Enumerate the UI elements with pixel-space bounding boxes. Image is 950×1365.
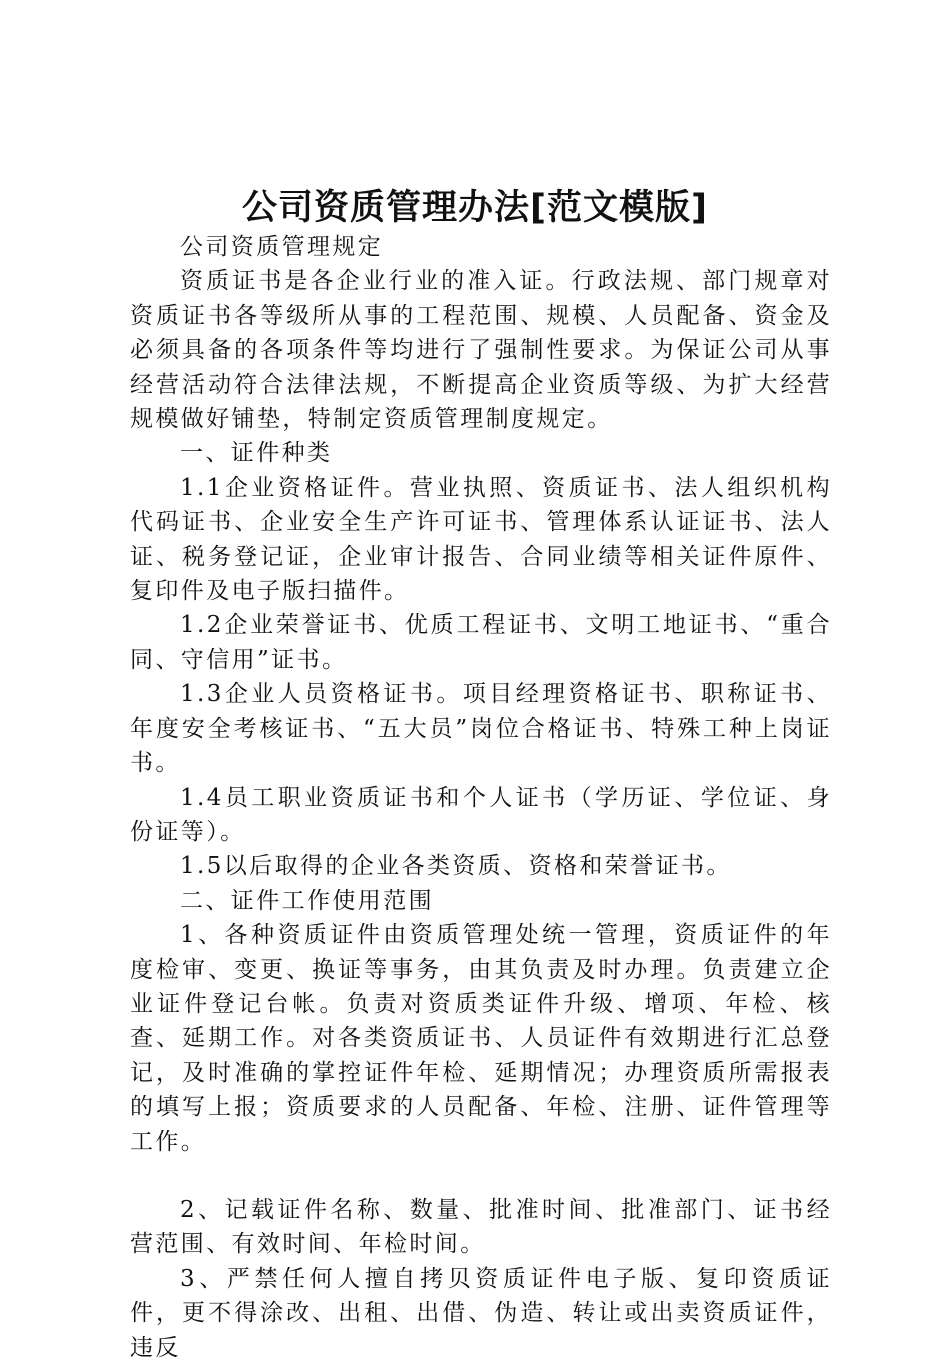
paragraph-item-1-2: 1.2企业荣誉证书、优质工程证书、文明工地证书、“重合同、守信用”证书。 bbox=[130, 612, 832, 673]
paragraph-rule-2: 2、记载证件名称、数量、批准时间、批准部门、证书经营范围、有效时间、年检时间。 bbox=[130, 1196, 832, 1258]
paragraph-rule-1: 1、各种资质证件由资质管理处统一管理，资质证件的年度检审、变更、换证等事务，由其负责及时办理。负责建立企业证件登记台帐。负责对资质类证件升级、增项、年检、核查、延期工作。对各类资质证书、人员证件有效期进行汇总登记，及时准确的掌控证件年检、延期情况；办理资质所需报表的填写上报；资质要求的人员配备、年检、注册、证件管理等工作。 bbox=[130, 922, 832, 1155]
paragraph-item-1-3: 1.3企业人员资格证书。项目经理资格证书、职称证书、年度安全考核证书、“五大员”岗位合格证书、特殊工种上岗证书。 bbox=[130, 681, 832, 777]
section-heading-usage-scope: 二、证件工作使用范围 bbox=[180, 887, 434, 914]
section-heading-certificate-types: 一、证件种类 bbox=[180, 440, 333, 467]
paragraph-rule-3: 3、严禁任何人擅自拷贝资质证件电子版、复印资质证件，更不得涂改、出租、出借、伪造、转让或出卖资质证件，违反 bbox=[130, 1265, 832, 1361]
paragraph-item-1-4: 1.4员工职业资质证书和个人证书（学历证、学位证、身份证等）。 bbox=[130, 784, 832, 845]
paragraph-intro: 资质证书是各企业行业的准入证。行政法规、部门规章对资质证书各等级所从事的工程范围、规模、人员配备、资金及必须具备的各项条件等均进行了强制性要求。为保证公司从事经营活动符合法律法规，不断提高企业资质等级、为扩大经营规模做好铺垫，特制定资质管理制度规定。 bbox=[130, 268, 832, 433]
paragraph-subtitle: 公司资质管理规定 bbox=[180, 234, 384, 260]
paragraph-spacer bbox=[130, 1159, 832, 1193]
paragraph-item-1-1: 1.1企业资格证件。营业执照、资质证书、法人组织机构代码证书、企业安全生产许可证书、管理体系认证证书、法人证、税务登记证，企业审计报告、合同业绩等相关证件原件、复印件及电子版扫描件。 bbox=[130, 474, 832, 605]
document-body bbox=[130, 230, 832, 1365]
paragraph-item-1-5: 1.5以后取得的企业各类资质、资格和荣誉证书。 bbox=[180, 853, 732, 880]
document-title: 公司资质管理办法[范文模版] bbox=[242, 188, 708, 228]
